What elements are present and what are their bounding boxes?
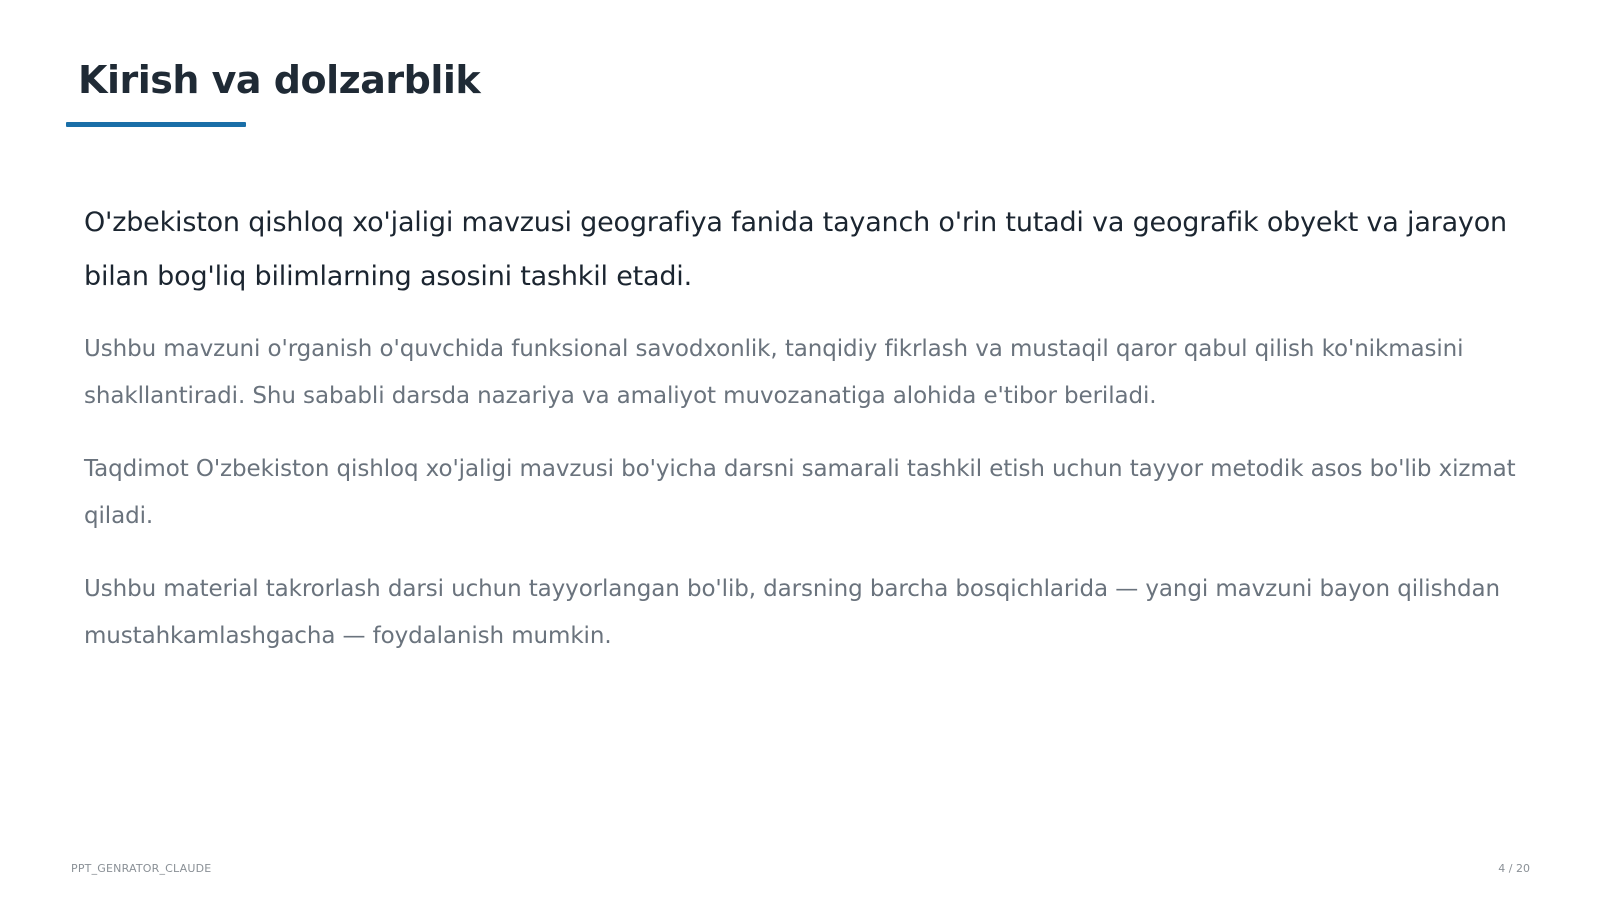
title-underline (66, 122, 246, 127)
slide-title: Kirish va dolzarblik (78, 58, 481, 102)
page-indicator: 4 / 20 (1498, 862, 1530, 875)
body-paragraph: Ushbu mavzuni o'rganish o'quvchida funksional savodxonlik, tanqidiy fikrlash va mustaqil qaror qabul qilish ko'nikmasini shakllantiradi. Shu sababli darsda nazariya va amaliyot muvozanatiga alohida e'tibor beriladi. (84, 336, 1464, 409)
body-paragraph: Ushbu material takrorlash darsi uchun tayyorlangan bo'lib, darsning barcha bosqichlarida — yangi mavzuni bayon qilishdan mustahkamlashgacha — foydalanish mumkin. (84, 576, 1500, 649)
lead-paragraph: O'zbekiston qishloq xo'jaligi mavzusi geografiya fanida tayanch o'rin tutadi va geografik obyekt va jarayon bilan bog'liq bilimlarning asosini tashkil etadi. (84, 207, 1507, 292)
slide-content (84, 196, 1524, 686)
body-paragraph: Taqdimot O'zbekiston qishloq xo'jaligi mavzusi bo'yicha darsni samarali tashkil etish uchun tayyor metodik asos bo'lib xizmat qiladi. (84, 456, 1516, 529)
footer-source-label: PPT_GENRATOR_CLAUDE (71, 862, 212, 875)
